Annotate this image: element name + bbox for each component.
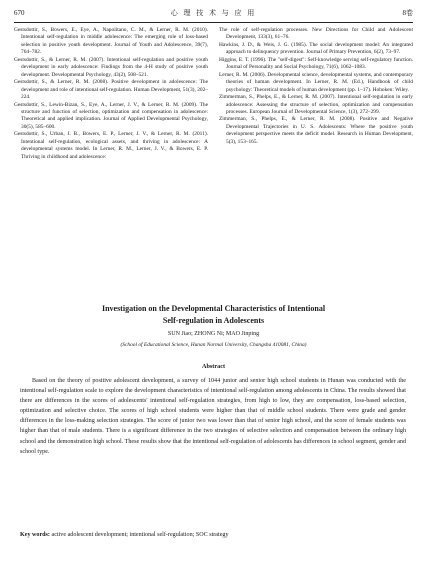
paper-title [20, 303, 407, 327]
reference-item: Hawkins, J. D., & Weis, J. G. (1985). The social development model: An integrated approach to delinquency prevention. Journal of Primary Prevention, 6(2), 73–97. [219, 41, 413, 56]
reference-item: Zimmerman, S., Phelps, E., & Lerner, R. M. (2008). Positive and Negative Developmental Trajectories in U. S. Adolescents: Where the positive youth development perspective meets the deficit model. Research in Human Development, 5(3), 153–165. [219, 116, 413, 145]
reference-item: Gestsdottir, S., & Lerner, R. M. (2007). Intentional self-regulation and positive youth development in early adolescence: Findings from the 4-H study of positive youth development. Developmental Psychology, 43(2), 508–521. [14, 56, 208, 78]
paper-title-line: Investigation on the Developmental Characteristics of Intentional [101, 304, 326, 313]
reference-item: Zimmerman, S., Phelps, E., & Lerner, R. M. (2007). Intentional self-regulation in early adolescence: Assessing the structure of selection, optimization and compensation processes. European Journal of Developmental Science, 1(3), 272–299. [219, 94, 413, 115]
keywords-label: Key words: [20, 532, 50, 538]
page-number: 670 [14, 9, 25, 17]
references-right-column [219, 27, 413, 161]
abstract-heading: Abstract [201, 363, 226, 370]
keywords-text: active adolescent development; intentional self-regulation; SOC strategy [51, 532, 229, 538]
reference-item: The role of self-regulation processes. New Directions for Child and Adolescent Development, 133(3), 61–76. [219, 27, 413, 41]
reference-item: Gestsdottir, S., & Lerner, R. M. (2008). Positive development in adolescence: The development and role of intentional self-regulation. Human Development, 51(3), 202–224. [14, 79, 208, 101]
journal-title: 心 理 技 术 与 应 用 [170, 9, 257, 17]
reference-item: Higgins, E. T. (1996). The "self-digest": Self-knowledge serving self-regulatory function. Journal of Personality and Social Psychology, 71(6), 1062–1083. [219, 56, 413, 71]
references [14, 27, 413, 161]
volume-label: 8卷 [402, 9, 413, 17]
authors: SUN Jiao; ZHONG Ni; MAO Jinping [167, 331, 260, 337]
reference-item: Lerner, R. M. (2006). Developmental science, developmental systems, and contemporary theories of human development. In Lerner, R. M. (Ed.), Handbook of child psychology: Theoretical models of human development (pp. 1–17). Hoboken: Wiley. [219, 71, 413, 93]
affiliation: (School of Educational Science, Hunan Normal University, Changsha 410081, China) [120, 342, 307, 348]
keywords [20, 530, 406, 540]
running-header [14, 7, 413, 20]
reference-item: Gestsdottir, S., Bowers, E., Eye, A., Napolitano, C. M., & Lerner, R. M. (2010). Intentional self-regulation in middle adolescence: The emerging role of loss-based selection in positive youth development. Journal of Youth and Adolescence, 39(7), 764–782. [14, 27, 208, 56]
reference-item: Gestsdottir, S., Urban, J. B., Bowers, E. P., Lerner, J. V., & Lerner, R. M. (2011). Intentional self-regulation, ecological assets, and thriving in adolescence: A developmental systems model. In Lerner, R. M., Lerner, J. V., & Bowers, E. P. Thriving in childhood and adolescence: [14, 131, 208, 160]
reference-item: Gestsdottir, S., Lewin-Bizan, S., Eye, A., Lerner, J. V., & Lerner, R. M. (2009). The structure and function of selection, optimization and compensation in adolescence: Theoretical and applied implication. Journal of Applied Developmental Psychology, 30(5), 585–600. [14, 101, 208, 130]
abstract-text: Based on the theory of positive adolescent development, a survey of 1044 junior and senior high school students in Hunan was conducted with the intentional self-regulation scale to explore the development characteristics of intentional self-regulation among adolescents in China. The results showed that there are differences in the scores of adolescents' intentional self-regulation strategies, from high to low, they are compensation, loss-based selection, optimization and selective choice. The scores of high school students were higher than that of middle school students. There were grade and gender differences in the loss-making selection strategies. The score of junior two was lower than that of senior high school, and the score of female students was higher than that of male students. There is a significant difference in the two strategies of selective selection and compensation between the ordinary high school and the demonstration high school. These results show that the intentional self-regulation of adolescents has differences in school segment, gender and school type. [20, 378, 406, 455]
references-left-column [14, 27, 208, 161]
header-rule [14, 22, 413, 23]
paper-title-line: Self-regulation in Adolescents [162, 316, 265, 325]
